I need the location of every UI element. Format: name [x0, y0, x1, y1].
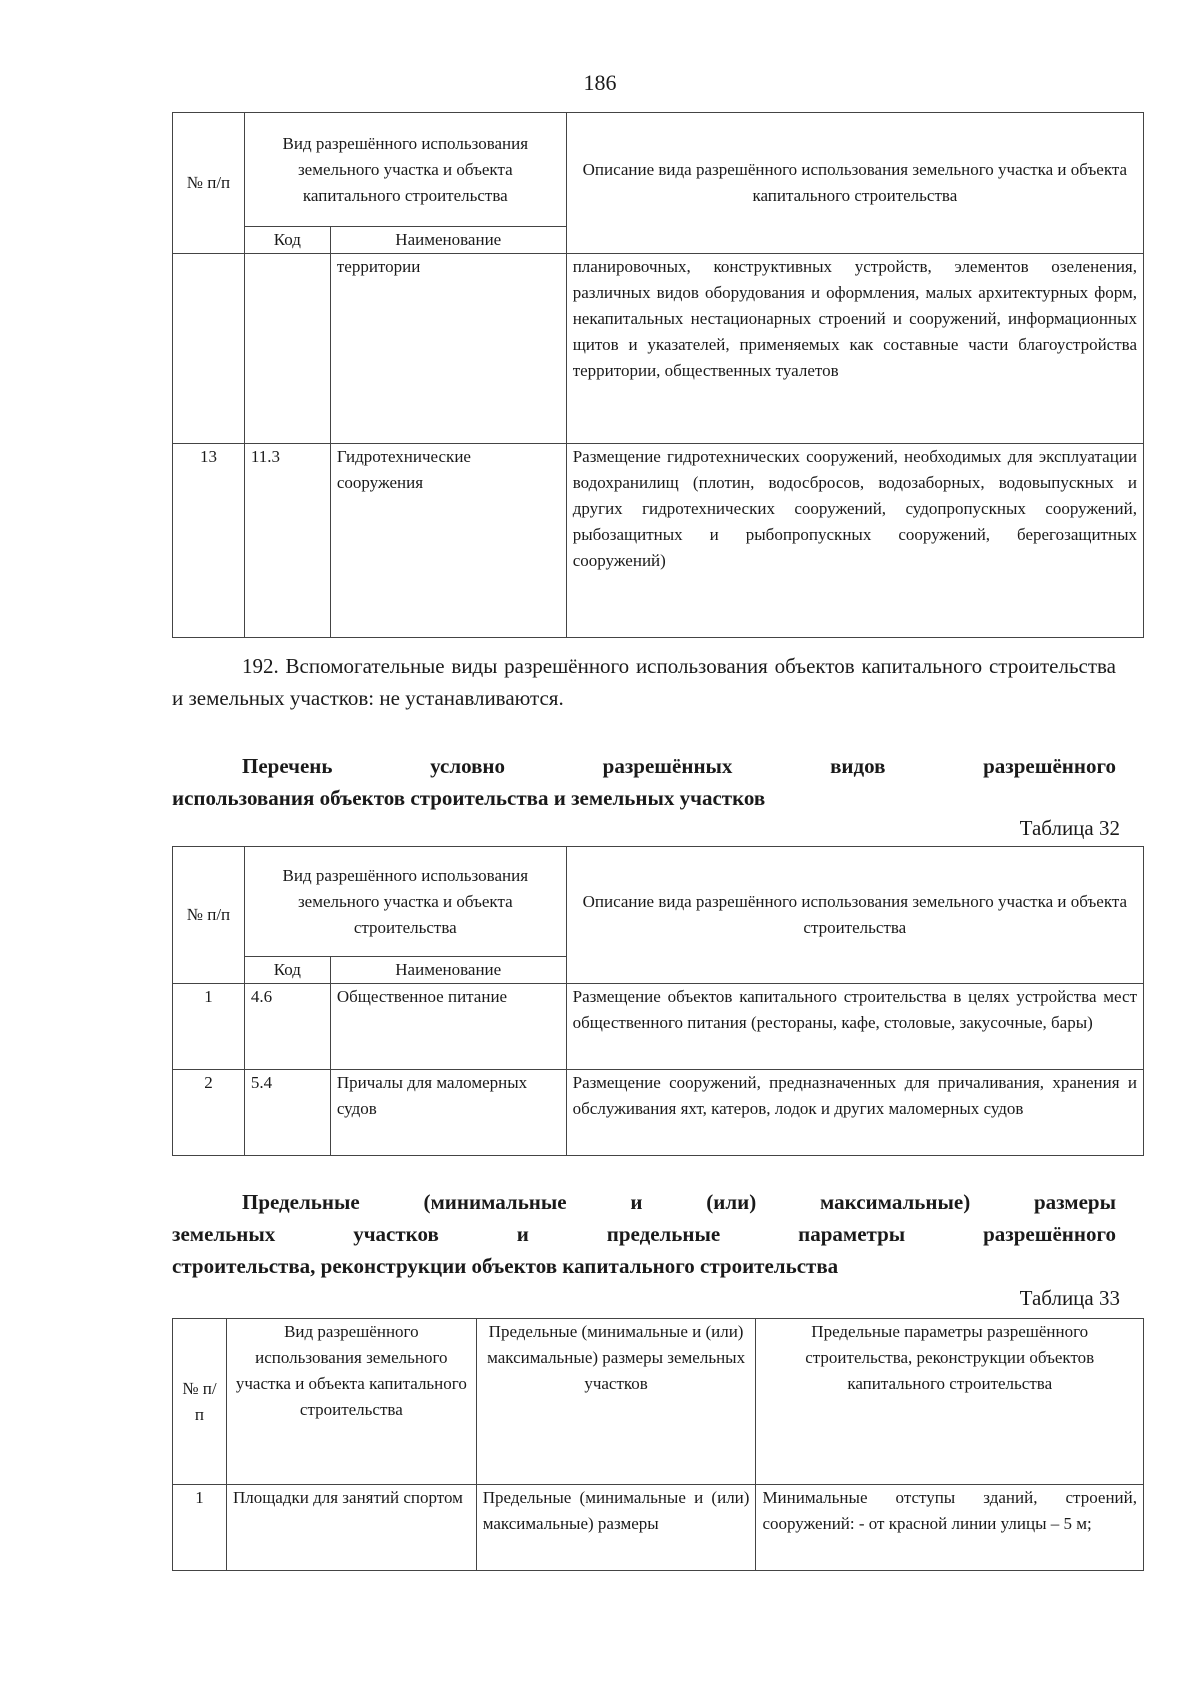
cell-sizes: Предельные (минимальные и (или) максимальные) размеры	[476, 1485, 756, 1571]
cell-desc: планировочных, конструктивных устройств, элементов озеленения, различных видов оборудования и оформления, малых архитектурных форм, некапитальных нестационарных строений и сооружений, информационных щитов и указателей, применяемых как составные части благоустройства территории, общественных туалетов	[566, 254, 1143, 444]
cell-desc: Размещение объектов капитального строительства в целях устройства мест общественного питания (рестораны, кафе, столовые, закусочные, бары)	[566, 984, 1143, 1070]
page-number: 186	[583, 70, 617, 95]
header-name: Наименование	[330, 957, 566, 984]
cell-desc: Размещение гидротехнических сооружений, необходимых для эксплуатации водохранилищ (плотин, водосбросов, водозаборных, водовыпускных и других гидротехнических сооружений, судопропускных сооружений, рыбозащитных и рыбопропускных сооружений, берегозащитных сооружений)	[566, 444, 1143, 638]
cell-num: 1	[173, 1485, 227, 1571]
header-code: Код	[244, 957, 330, 984]
cell-num: 13	[173, 444, 245, 638]
cell-name: территории	[330, 254, 566, 444]
cell-name: Причалы для маломерных судов	[330, 1070, 566, 1156]
paragraph-192: 192. Вспомогательные виды разрешённого использования объектов капитального строительства и земельных участков: не устанавливаются.	[172, 654, 1116, 710]
cell-code: 4.6	[244, 984, 330, 1070]
cell-num: 2	[173, 1070, 245, 1156]
heading-line: строительства, реконструкции объектов капитального строительства	[172, 1254, 839, 1278]
header-desc: Описание вида разрешённого использования земельного участка и объекта строительства	[566, 847, 1143, 984]
table-row	[173, 1070, 1144, 1156]
table-caption-33: Таблица 33	[1019, 1286, 1120, 1310]
table-caption-32: Таблица 32	[1019, 816, 1120, 840]
heading-line: земельных участков и предельные параметры разрешённого	[172, 1222, 1116, 1246]
table-row	[173, 984, 1144, 1070]
header-name: Наименование	[330, 227, 566, 254]
cell-num	[173, 254, 245, 444]
table-row	[173, 444, 1144, 638]
table-row	[173, 254, 1144, 444]
header-num: № п/п	[173, 113, 245, 254]
header-vid: Вид разрешённого использования земельного участка и объекта капитального строительства	[226, 1319, 476, 1485]
cell-code: 11.3	[244, 444, 330, 638]
header-vid: Вид разрешённого использования земельного участка и объекта строительства	[244, 847, 566, 957]
cell-code	[244, 254, 330, 444]
header-num: № п/п	[173, 847, 245, 984]
cell-desc: Размещение сооружений, предназначенных для причаливания, хранения и обслуживания яхт, катеров, лодок и других маломерных судов	[566, 1070, 1143, 1156]
header-desc: Описание вида разрешённого использования земельного участка и объекта капитального строительства	[566, 113, 1143, 254]
header-num: № п/п	[173, 1319, 227, 1485]
header-params: Предельные параметры разрешённого строительства, реконструкции объектов капитального строительства	[756, 1319, 1144, 1485]
header-vid: Вид разрешённого использования земельного участка и объекта капитального строительства	[244, 113, 566, 227]
cell-params: Минимальные отступы зданий, строений, сооружений: - от красной линии улицы – 5 м;	[756, 1485, 1144, 1571]
heading-line: Предельные (минимальные и (или) максимальные) размеры	[242, 1190, 1116, 1214]
cell-num: 1	[173, 984, 245, 1070]
heading-line: Перечень условно разрешённых видов разрешённого	[242, 754, 1116, 778]
header-code: Код	[244, 227, 330, 254]
cell-code: 5.4	[244, 1070, 330, 1156]
cell-vid: Площадки для занятий спортом	[226, 1485, 476, 1571]
cell-name: Гидротехнические сооружения	[330, 444, 566, 638]
section-heading-conditional-uses	[172, 750, 1116, 814]
section-heading-limits	[172, 1186, 1116, 1282]
cell-name: Общественное питание	[330, 984, 566, 1070]
table-land-use-main	[172, 112, 1144, 638]
table-limits	[172, 1318, 1144, 1571]
table-conditional-uses	[172, 846, 1144, 1156]
header-sizes: Предельные (минимальные и (или) максимальные) размеры земельных участков	[476, 1319, 756, 1485]
table-row	[173, 1485, 1144, 1571]
heading-line: использования объектов строительства и земельных участков	[172, 786, 766, 810]
